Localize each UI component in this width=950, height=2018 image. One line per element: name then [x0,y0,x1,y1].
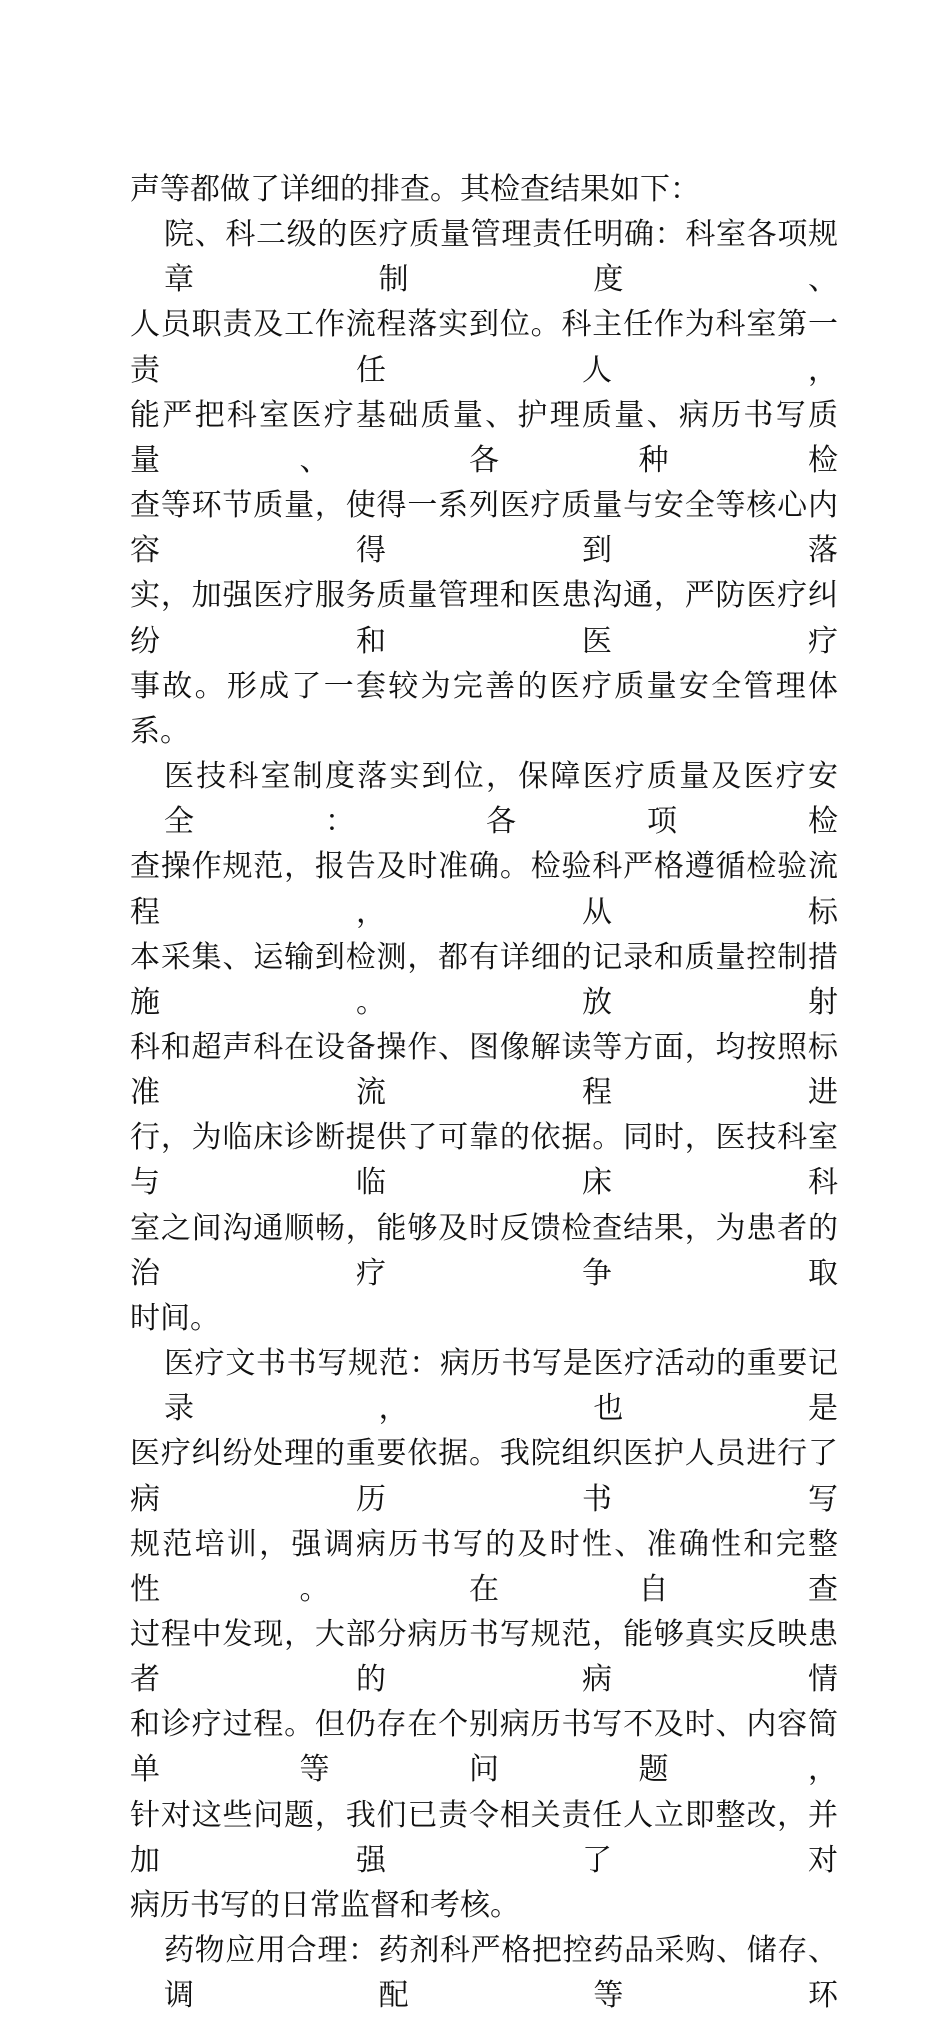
text-line: 查操作规范，报告及时准确。检验科严格遵循检验流程，从标 [130,849,838,930]
text-line: 规范培训，强调病历书写的及时性、准确性和完整性。在自查 [130,1526,838,1607]
document-page [130,167,838,2018]
text-line: 病历书写的日常监督和考核。 [130,1887,520,1923]
text-line: 医技科室制度落实到位，保障医疗质量及医疗安全：各项检 [164,759,838,840]
text-line: 过程中发现，大部分病历书写规范，能够真实反映患者的病情 [130,1617,838,1698]
text-line: 时间。 [130,1300,220,1336]
text-line: 查等环节质量，使得一系列医疗质量与安全等核心内容得到落 [130,488,838,569]
text-line: 能严把科室医疗基础质量、护理质量、病历书写质量、各种检 [130,397,838,478]
text-line: 针对这些问题，我们已责令相关责任人立即整改，并加强了对 [130,1797,838,1878]
text-line: 事故。形成了一套较为完善的医疗质量安全管理体系。 [130,668,838,749]
text-line: 行，为临床诊断提供了可靠的依据。同时，医技科室与临床科 [130,1120,838,1201]
text-line: 人员职责及工作流程落实到位。科主任作为科室第一责任人， [130,307,838,388]
paragraph [130,167,838,212]
text-line: 医疗文书书写规范：病历书写是医疗活动的重要记录，也是 [164,1346,838,1427]
paragraph [130,212,838,754]
text-line: 医疗纠纷处理的重要依据。我院组织医护人员进行了病历书写 [130,1436,838,1517]
text-line: 声等都做了详细的排查。其检查结果如下： [130,172,700,207]
paragraph [130,1928,838,2018]
paragraph [130,754,838,1341]
text-line: 实，加强医疗服务质量管理和医患沟通，严防医疗纠纷和医疗 [130,578,838,659]
paragraph [130,1341,838,1928]
text-line: 本采集、运输到检测，都有详细的记录和质量控制措施。放射 [130,939,838,1020]
text-line: 院、科二级的医疗质量管理责任明确：科室各项规章制度、 [164,217,838,298]
text-line: 药物应用合理：药剂科严格把控药品采购、储存、调配等环 [164,1933,838,2014]
text-line: 室之间沟通顺畅，能够及时反馈检查结果，为患者的治疗争取 [130,1210,838,1291]
text-line: 科和超声科在设备操作、图像解读等方面，均按照标准流程进 [130,1029,838,1111]
text-line: 和诊疗过程。但仍存在个别病历书写不及时、内容简单等问题， [130,1707,838,1788]
